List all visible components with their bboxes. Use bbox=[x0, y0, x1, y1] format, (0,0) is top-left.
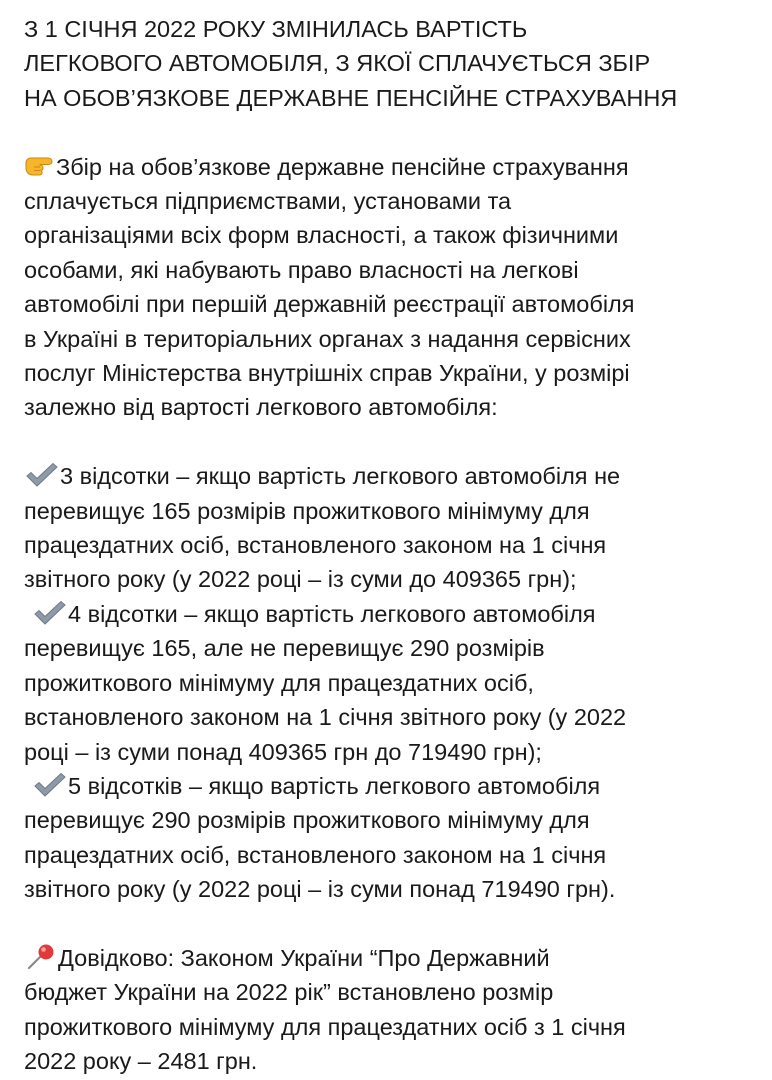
title-line: НА ОБОВ’ЯЗКОВЕ ДЕРЖАВНЕ ПЕНСІЙНЕ СТРАХУВАННЯ bbox=[24, 84, 678, 111]
intro-line: особами, які набувають право власності на легкові bbox=[24, 256, 579, 283]
rate-item-3-percent bbox=[24, 459, 748, 597]
rate-line: звітного року (у 2022 році – із суми до 409365 грн); bbox=[24, 566, 577, 593]
check-mark-icon bbox=[32, 600, 68, 626]
spacer bbox=[24, 425, 748, 459]
rate-item-5-percent bbox=[24, 769, 748, 907]
check-mark-icon bbox=[24, 462, 60, 488]
note-paragraph bbox=[24, 941, 748, 1079]
rate-line: прожиткового мінімуму для працездатних осіб, bbox=[24, 669, 534, 696]
rate-line: встановленого законом на 1 січня звітного року (у 2022 bbox=[24, 704, 627, 731]
rate-line: звітного року (у 2022 році – із суми понад 719490 грн). bbox=[24, 876, 616, 903]
title-line: З 1 СІЧНЯ 2022 РОКУ ЗМІНИЛАСЬ ВАРТІСТЬ bbox=[24, 16, 528, 42]
rate-line: перевищує 165, але не перевищує 290 розмірів bbox=[24, 635, 545, 662]
intro-paragraph bbox=[24, 150, 748, 425]
spacer bbox=[24, 907, 748, 941]
intro-line: Збір на обов’язкове державне пенсійне страхування bbox=[56, 153, 629, 180]
intro-line: залежно від вартості легкового автомобіля: bbox=[24, 394, 498, 421]
rate-line: 4 відсотки – якщо вартість легкового автомобіля bbox=[68, 600, 596, 627]
intro-line: послуг Міністерства внутрішніх справ України, у розмірі bbox=[24, 360, 630, 387]
round-pushpin-icon bbox=[24, 944, 58, 970]
rate-line: перевищує 290 розмірів прожиткового мінімуму для bbox=[24, 807, 590, 834]
title-block bbox=[24, 12, 748, 115]
note-line: 2022 року – 2481 грн. bbox=[24, 1048, 258, 1075]
title-line: ЛЕГКОВОГО АВТОМОБІЛЯ, З ЯКОЇ СПЛАЧУЄТЬСЯ ЗБІР bbox=[24, 50, 651, 77]
intro-line: в Україні в територіальних органах з надання сервісних bbox=[24, 325, 631, 352]
backhand-pointing-right-icon bbox=[24, 153, 56, 179]
rate-line: працездатних осіб, встановленого законом на 1 січня bbox=[24, 532, 607, 559]
intro-line: сплачується підприємствами, установами та bbox=[24, 188, 512, 215]
check-mark-icon bbox=[32, 772, 68, 798]
rate-line: 5 відсотків – якщо вартість легкового автомобіля bbox=[68, 772, 601, 799]
rate-line: 3 відсотки – якщо вартість легкового автомобіля не bbox=[60, 463, 621, 490]
intro-line: організаціями всіх форм власності, а також фізичними bbox=[24, 222, 619, 249]
intro-line: автомобілі при першій державній реєстрації автомобіля bbox=[24, 291, 635, 318]
note-line: бюджет України на 2022 рік” встановлено розмір bbox=[24, 979, 554, 1006]
rate-item-4-percent bbox=[24, 597, 748, 769]
rate-line: перевищує 165 розмірів прожиткового мінімуму для bbox=[24, 497, 590, 524]
rate-line: працездатних осіб, встановленого законом на 1 січня bbox=[24, 841, 607, 868]
note-line: Довідково: Законом України “Про Державний bbox=[58, 944, 550, 971]
spacer bbox=[24, 115, 748, 149]
note-line: прожиткового мінімуму для працездатних осіб з 1 січня bbox=[24, 1013, 626, 1040]
rate-line: році – із суми понад 409365 грн до 719490 грн); bbox=[24, 738, 542, 765]
